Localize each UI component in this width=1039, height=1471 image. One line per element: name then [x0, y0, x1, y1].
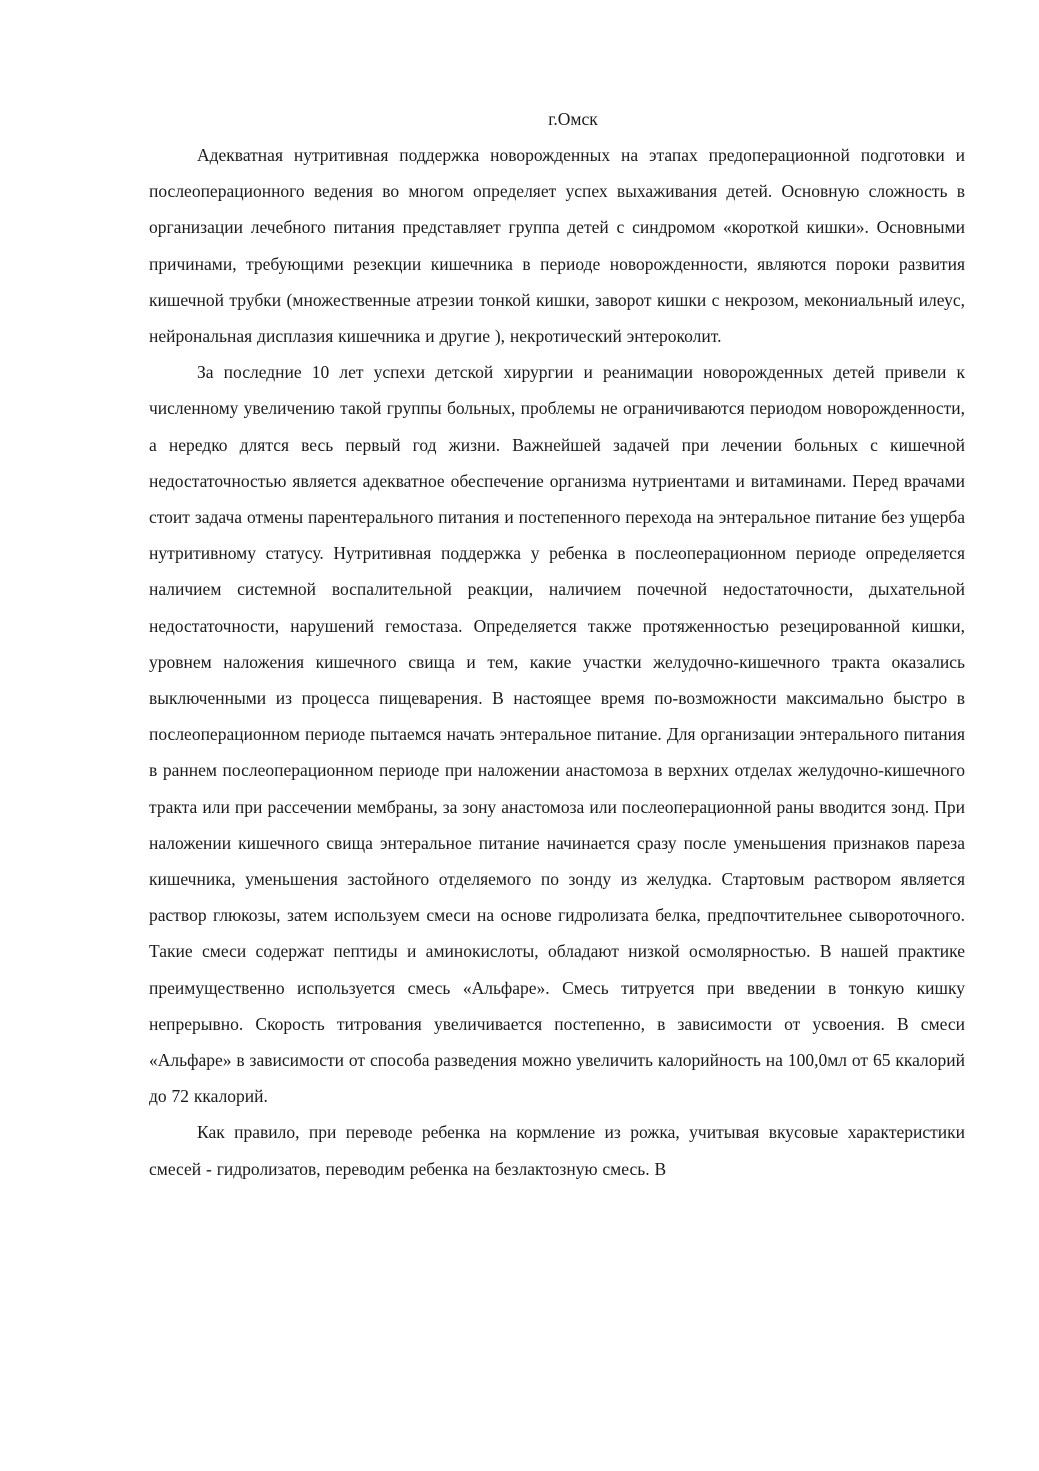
- paragraph-1: Адекватная нутритивная поддержка новорожденных на этапах предоперационной подготовки и послеоперационного ведения во многом определяет успех выхаживания детей. Основную сложность в организации лечебного питания представляет группа детей с синдромом «короткой кишки». Основными причинами, требующими резекции кишечника в периоде новорожденности, являются пороки развития кишечной трубки (множественные атрезии тонкой кишки, заворот кишки с некрозом, мекониальный илеус, нейрональная дисплазия кишечника и другие ), некротический энтероколит.: [149, 145, 965, 347]
- paragraph-3: Как правило, при переводе ребенка на кормление из рожка, учитывая вкусовые характеристики смесей - гидролизатов, переводим ребенка на безлактозную смесь. В: [149, 1122, 965, 1179]
- paragraph-2: За последние 10 лет успехи детской хирургии и реанимации новорожденных детей привели к численному увеличению такой группы больных, проблемы не ограничиваются периодом новорожденности, а нередко длятся весь первый год жизни. Важнейшей задачей при лечении больных с кишечной недостаточностью является адекватное обеспечение организма нутриентами и витаминами. Перед врачами стоит задача отмены парентерального питания и постепенного перехода на энтеральное питание без ущерба нутритивному статусу. Нутритивная поддержка у ребенка в послеоперационном периоде определяется наличием системной воспалительной реакции, наличием почечной недостаточности, дыхательной недостаточности, нарушений гемостаза. Определяется также протяженностью резецированной кишки, уровнем наложения кишечного свища и тем, какие участки желудочно-кишечного тракта оказались выключенными из процесса пищеварения. В настоящее время по-возможности максимально быстро в послеоперационном периоде пытаемся начать энтеральное питание. Для организации энтерального питания в раннем послеоперационном периоде при наложении анастомоза в верхних отделах желудочно-кишечного тракта или при рассечении мембраны, за зону анастомоза или послеоперационной раны вводится зонд. При наложении кишечного свища энтеральное питание начинается сразу после уменьшения признаков пареза кишечника, уменьшения застойного отделяемого по зонду из желудка. Стартовым раствором является раствор глюкозы, затем используем смеси на основе гидролизата белка, предпочтительнее сывороточного. Такие смеси содержат пептиды и аминокислоты, обладают низкой осмолярностью. В нашей практике преимущественно используется смесь «Альфаре». Смесь титруется при введении в тонкую кишку непрерывно. Скорость титрования увеличивается постепенно, в зависимости от усвоения. В смеси «Альфаре» в зависимости от способа разведения можно увеличить калорийность на 100,0мл от 65 ккалорий до 72 ккалорий.: [149, 362, 965, 1107]
- city-heading: г.Омск: [548, 109, 598, 129]
- document-body: [149, 101, 965, 1187]
